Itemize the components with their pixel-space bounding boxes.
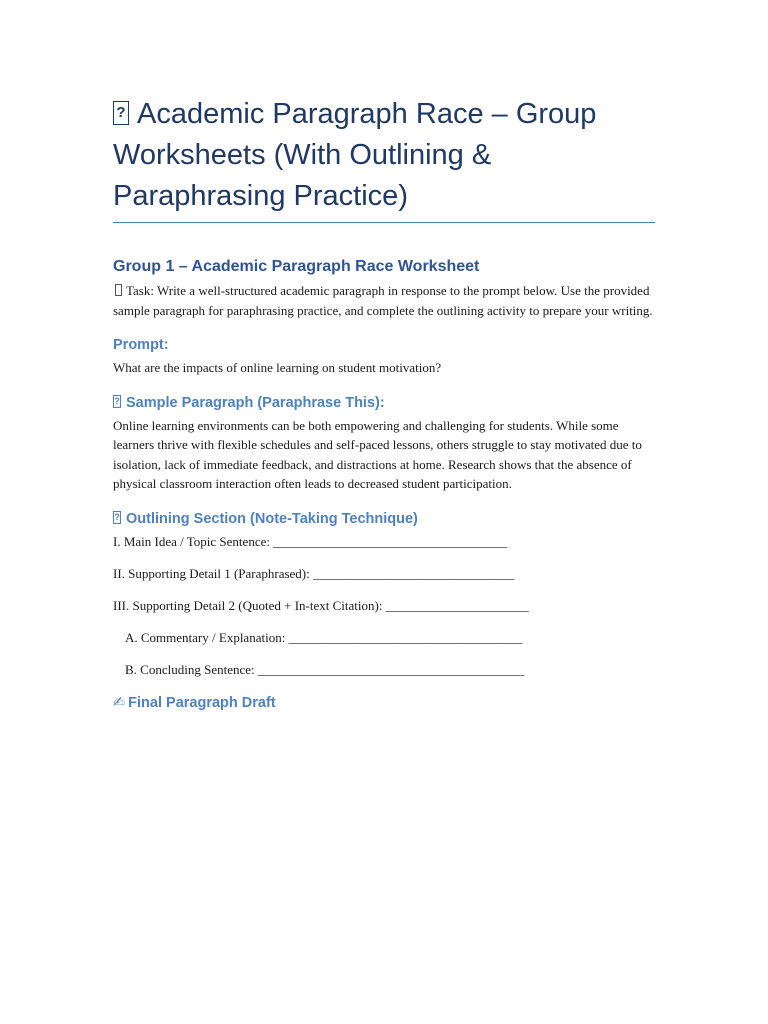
sample-paragraph: Online learning environments can be both empowering and challenging for students. While some learners thrive with flexible schedules and self-paced lessons, others struggle to stay motivated due to isolation, lack of immediate feedback, and distractions at home. Research shows that the absence of physical classroom interaction often leads to decreased student participation.: [113, 417, 642, 491]
missing-glyph-icon: [115, 284, 122, 296]
document-title: [113, 94, 655, 223]
outline-detail-2: III. Supporting Detail 2 (Quoted + In-text Citation): ______________________: [113, 597, 529, 613]
outline-detail-1: II. Supporting Detail 1 (Paraphrased): _______________________________: [113, 565, 515, 581]
sample-heading-text: Sample Paragraph (Paraphrase This):: [126, 394, 385, 411]
final-draft-heading: [113, 693, 655, 713]
document-title-text: Academic Paragraph Race – Group Worksheets (With Outlining & Paraphrasing Practice): [113, 98, 597, 212]
document-page: [113, 94, 655, 713]
outline-commentary: A. Commentary / Explanation: ____________________________________: [125, 629, 523, 645]
outline-heading-text: Outlining Section (Note-Taking Technique): [126, 510, 418, 527]
outline-main-idea: I. Main Idea / Topic Sentence: ____________________________________: [113, 533, 508, 549]
missing-glyph-icon: [113, 395, 121, 408]
task-paragraph: [113, 281, 655, 320]
task-text: Task: Write a well-structured academic paragraph in response to the prompt below. Use the provided sample paragraph for paraphrasing practice, and complete the outlining activity to prepare your writing.: [113, 283, 653, 318]
group-heading: Group 1 – Academic Paragraph Race Worksheet: [113, 258, 480, 275]
prompt-text: What are the impacts of online learning on student motivation?: [113, 360, 442, 375]
outline-concluding: B. Concluding Sentence: _________________________________________: [125, 661, 525, 677]
outline-heading: [113, 509, 655, 529]
final-draft-heading-text: Final Paragraph Draft: [128, 695, 276, 711]
prompt-heading: Prompt:: [113, 337, 169, 353]
sample-heading: [113, 393, 655, 413]
missing-glyph-icon: [113, 101, 129, 125]
writing-hand-icon: ✍: [113, 695, 126, 711]
missing-glyph-icon: [113, 511, 121, 524]
